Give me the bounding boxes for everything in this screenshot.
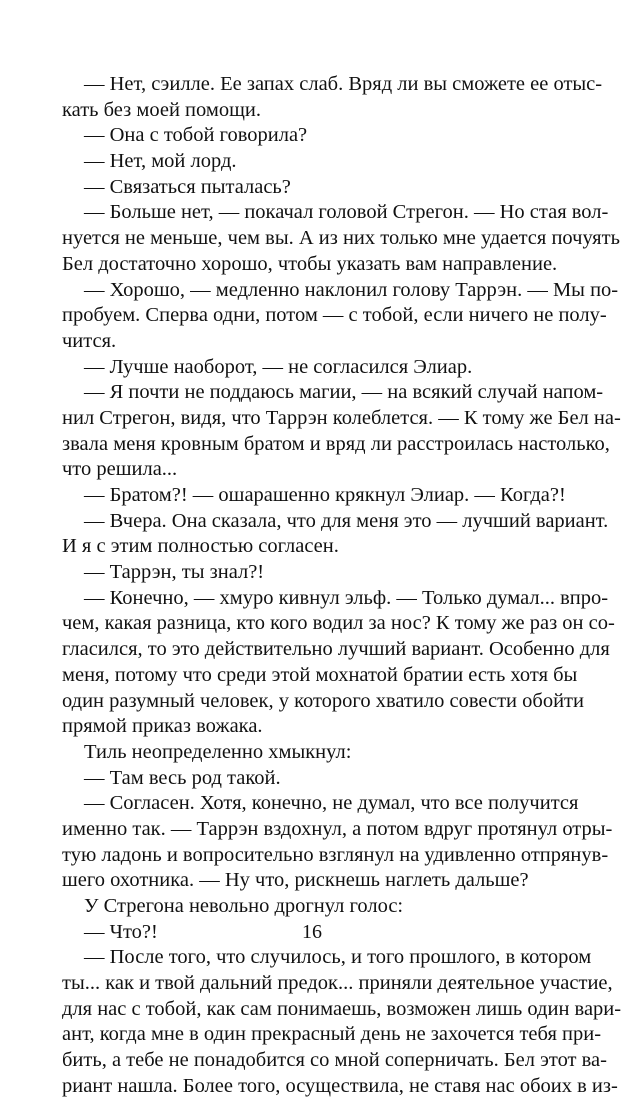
text-line: меня, потому что среди этой мохнатой братии есть хотя бы (62, 663, 578, 686)
text-line: И я с этим полностью согласен. (62, 535, 339, 558)
text-line: именно так. — Таррэн вздохнул, а потом вдруг протянул отры- (62, 817, 613, 840)
text-line: — Я почти не поддаюсь магии, — на всякий случай напом- (84, 381, 604, 404)
text-line: прямой приказ вожака. (62, 715, 263, 738)
text-line: Бел достаточно хорошо, чтобы указать вам направление. (62, 252, 558, 275)
text-line: один разумный человек, у которого хватило совести обойти (62, 689, 584, 712)
text-line: чится. (62, 329, 117, 352)
text-line: — Она с тобой говорила? (84, 124, 308, 147)
text-line: риант нашла. Более того, осуществила, не ставя нас обоих в из- (62, 1074, 618, 1097)
text-line: бить, а тебе не понадобится со мной соперничать. Бел этот ва- (62, 1049, 607, 1072)
text-line: что решила... (62, 458, 178, 481)
text-line: — Хорошо, — медленно наклонил голову Таррэн. — Мы по- (84, 278, 619, 301)
text-line: ты... как и твой дальний предок... приняли деятельное участие, (62, 972, 613, 995)
body-text (62, 72, 622, 1100)
text-line: Тиль неопределенно хмыкнул: (84, 740, 352, 763)
text-line: тую ладонь и вопросительно взглянул на удивленно отпрянув- (62, 843, 609, 866)
text-line: У Стрегона невольно дрогнул голос: (84, 895, 404, 917)
text-line: — Братом?! — ошарашенно крякнул Элиар. — Когда?! (84, 484, 566, 506)
text-line: чем, какая разница, кто кого водил за нос? К тому же раз он со- (62, 612, 615, 635)
text-line: — Связаться пыталась? (84, 175, 291, 198)
text-line: гласился, то это действительно лучший вариант. Особенно для (62, 638, 610, 661)
text-line: звала меня кровным братом и вряд ли расстроилась настолько, (62, 432, 610, 455)
text-line: кать без моей помощи. (62, 98, 261, 121)
text-line: — Таррэн, ты знал?! (84, 561, 265, 584)
text-line: ант, когда мне в один прекрасный день не захочется тебя при- (62, 1023, 602, 1046)
text-line: — После того, что случилось, и того прошлого, в котором (84, 946, 592, 969)
text-line: — Там весь род такой. (84, 766, 281, 789)
text-line: нил Стрегон, видя, что Таррэн колеблется. — К тому же Бел на- (62, 406, 621, 429)
text-line: — Согласен. Хотя, конечно, не думал, что все получится (84, 792, 579, 815)
page-number: 16 (302, 921, 322, 943)
text-line: — Конечно, — хмуро кивнул эльф. — Только думал... впро- (84, 586, 609, 609)
text-line: — Нет, мой лорд. (84, 150, 237, 173)
text-line: — Больше нет, — покачал головой Стрегон. — Но стая вол- (84, 201, 609, 224)
text-line: — Вчера. Она сказала, что для меня это — лучший вариант. (84, 509, 609, 532)
text-line: — Нет, сэилле. Ее запах слаб. Вряд ли вы сможете ее отыс- (84, 73, 603, 95)
text-line: для нас с тобой, как сам понимаешь, возможен лишь один вари- (62, 997, 622, 1020)
text-line: нуется не меньше, чем вы. А из них только мне удается почуять (62, 227, 620, 250)
text-line: шего охотника. — Ну что, рискнешь наглеть дальше? (62, 869, 529, 892)
text-line: пробуем. Сперва одни, потом — с тобой, если ничего не полу- (62, 304, 607, 327)
text-line: — Что?! (84, 920, 158, 943)
text-line: — Лучше наоборот, — не согласился Элиар. (84, 355, 473, 378)
